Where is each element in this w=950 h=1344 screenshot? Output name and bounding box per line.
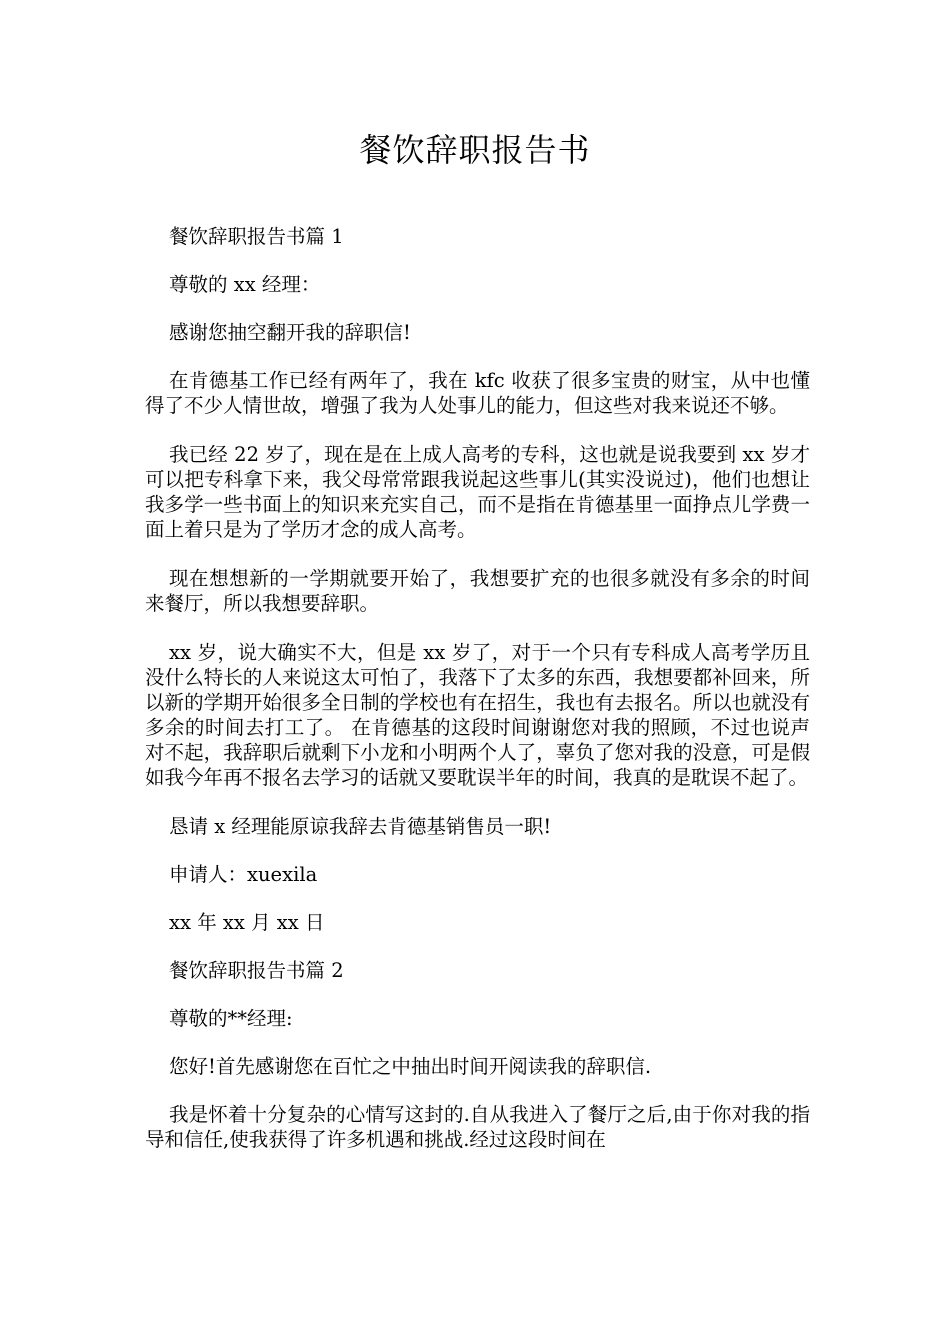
salutation-1: 尊敬的 xx 经理： bbox=[169, 273, 321, 296]
document-body bbox=[145, 224, 810, 1176]
paragraph: 现在想想新的一学期就要开始了，我想要扩充的也很多就没有多余的时间来餐厅，所以我想要辞职。 bbox=[145, 567, 810, 615]
section-heading-1: 餐饮辞职报告书篇 1 bbox=[169, 225, 344, 248]
paragraph: 您好!首先感谢您在百忙之中抽出时间开阅读我的辞职信. bbox=[169, 1055, 652, 1078]
paragraph: 恳请 x 经理能原谅我辞去肯德基销售员一职! bbox=[169, 815, 552, 838]
document-title: 餐饮辞职报告书 bbox=[359, 131, 591, 169]
salutation-2: 尊敬的**经理: bbox=[169, 1007, 293, 1030]
date-line: xx 年 xx 月 xx 日 bbox=[169, 911, 325, 934]
paragraph: 在肯德基工作已经有两年了，我在 kfc 收获了很多宝贵的财宝，从中也懂得了不少人情世故，增强了我为人处事儿的能力，但这些对我来说还不够。 bbox=[145, 369, 810, 417]
applicant-line: 申请人：xuexila bbox=[169, 863, 318, 886]
paragraph: 感谢您抽空翻开我的辞职信! bbox=[169, 321, 411, 344]
paragraph: xx 岁，说大确实不大，但是 xx 岁了，对于一个只有专科成人高考学历且没什么特长的人来说这太可怕了，我落下了太多的东西，我想要都补回来，所以新的学期开始很多全日制的学校也有在招生，我也有去报名。所以也就没有多余的时间去打工了。 在肯德基的这段时间谢谢您对我的照顾，不过也说声对不起，我辞职后就剩下小龙和小明两个人了，辜负了您对我的没意，可是假如我今年再不报名去学习的话就又要耽误半年的时间，我真的是耽误不起了。 bbox=[145, 641, 810, 789]
paragraph: 我是怀着十分复杂的心情写这封的.自从我进入了餐厅之后,由于你对我的指导和信任,使我获得了许多机遇和挑战.经过这段时间在 bbox=[145, 1103, 810, 1151]
section-heading-2: 餐饮辞职报告书篇 2 bbox=[169, 959, 344, 982]
paragraph: 我已经 22 岁了，现在是在上成人高考的专科，这也就是说我要到 xx 岁才可以把专科拿下来，我父母常常跟我说起这些事儿(其实没说过)，他们也想让我多学一些书面上的知识来充实自己，而不是指在肯德基里一面挣点儿学费一面上着只是为了学历才念的成人高考。 bbox=[145, 443, 810, 541]
